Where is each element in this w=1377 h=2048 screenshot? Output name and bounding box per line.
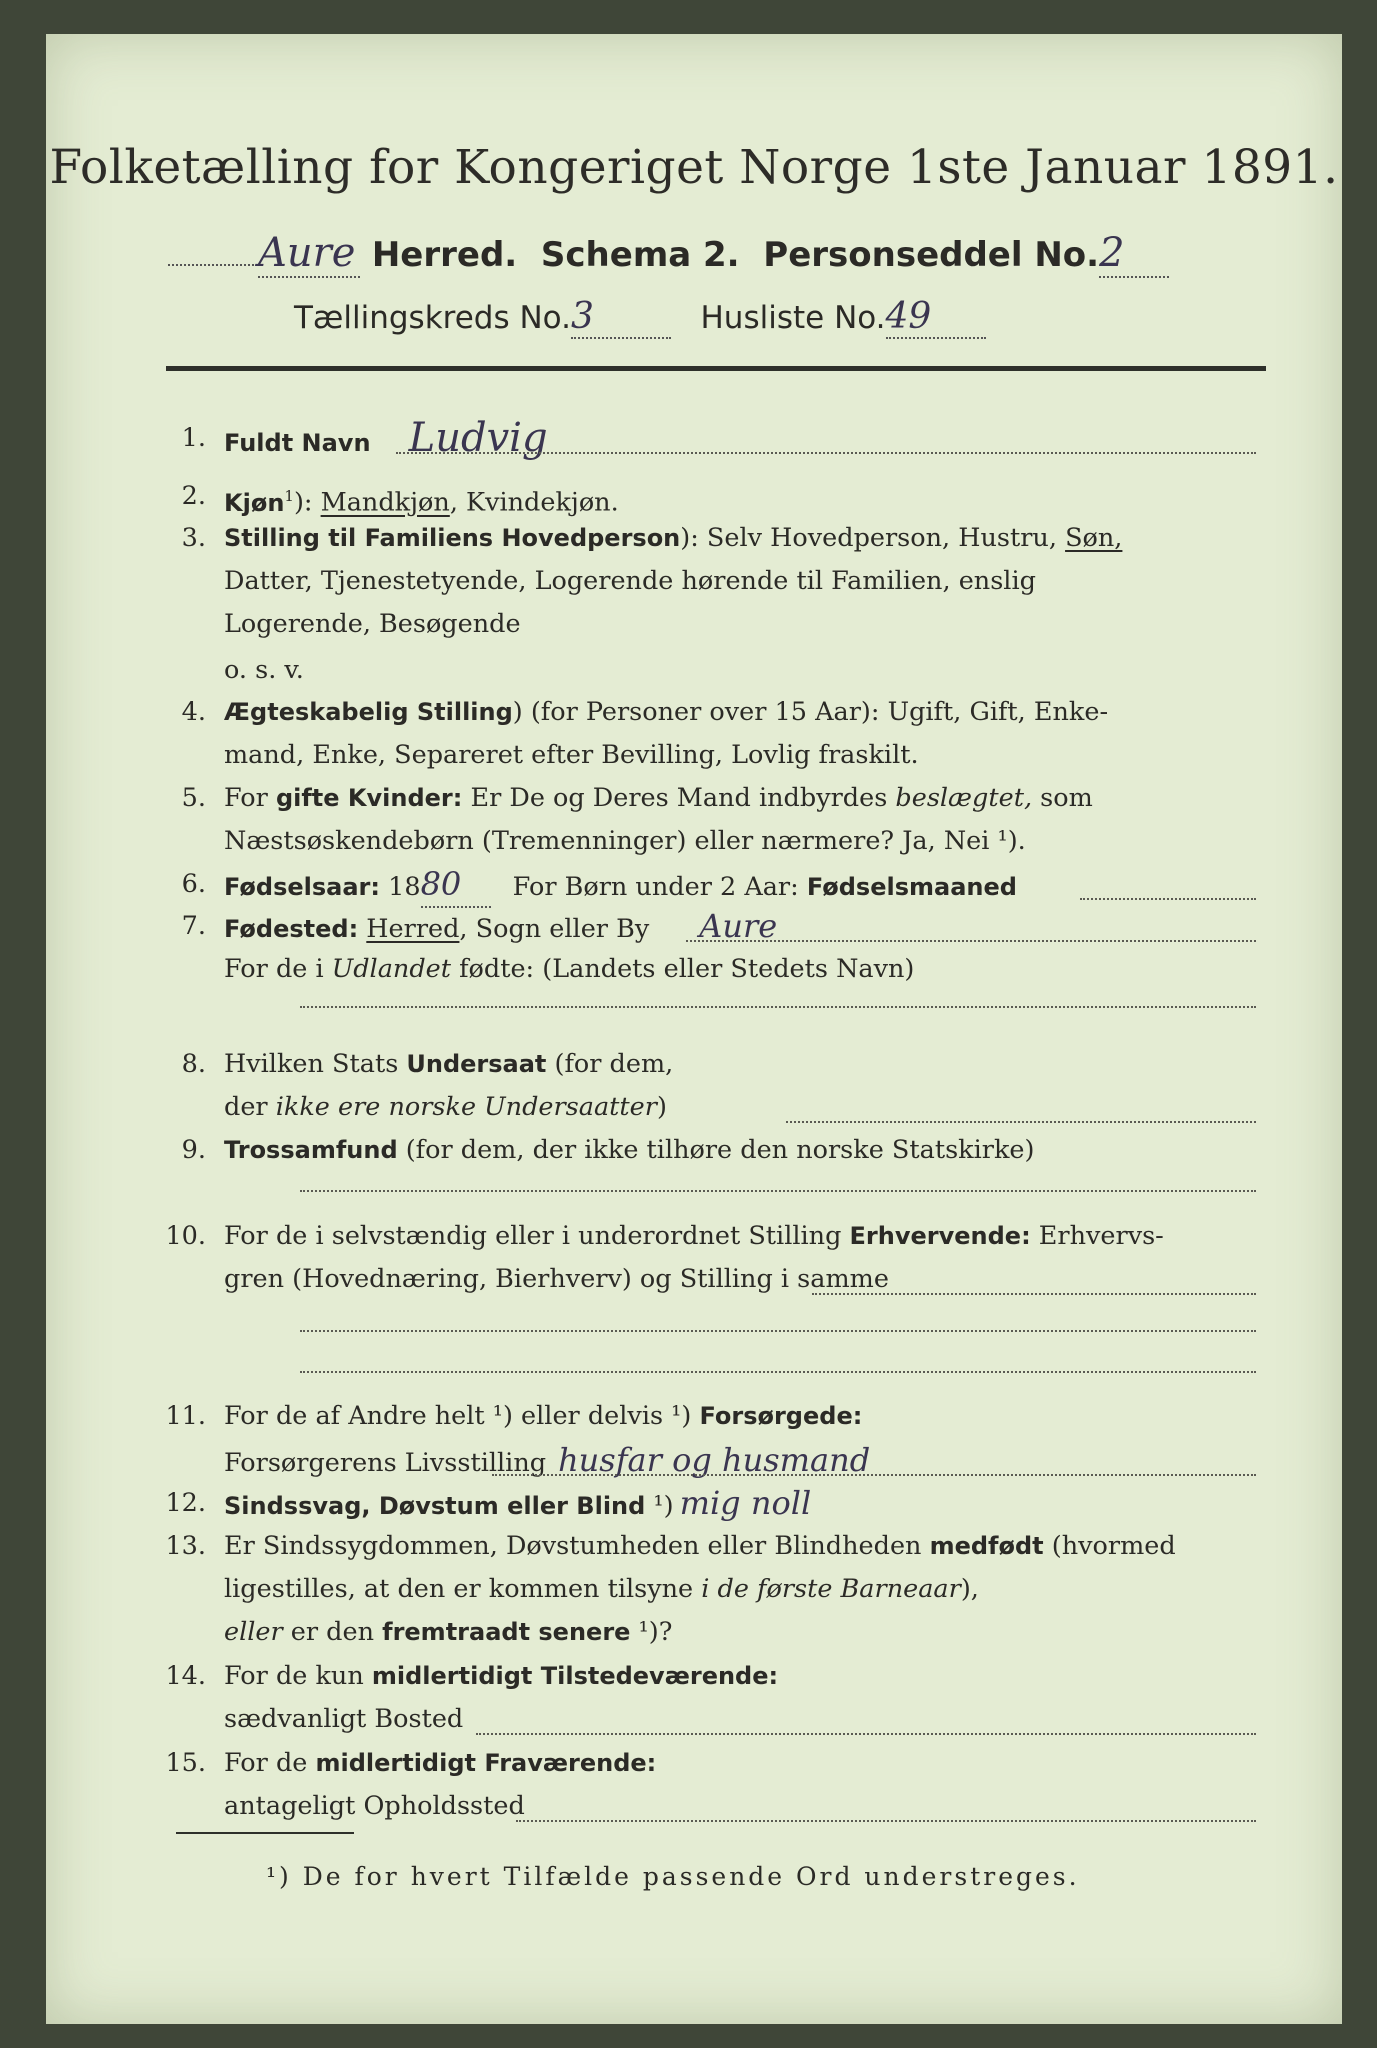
item-7-line2 <box>224 947 914 991</box>
item-13-line3 <box>224 1610 672 1654</box>
dotted-fill <box>300 1330 1256 1332</box>
item-4-line2: mand, Enke, Separeret efter Bevilling, Lovlig fraskilt. <box>224 740 919 770</box>
item-label: Forsørgede: <box>699 1402 863 1430</box>
header-herred-line <box>168 230 1260 280</box>
item-15-line2: antageligt Opholdssted <box>224 1791 525 1821</box>
item-number: 6. <box>181 869 206 899</box>
item-10 <box>156 1214 1164 1258</box>
item-text: eller <box>224 1617 283 1647</box>
item-number: 3. <box>181 523 206 553</box>
item-text: som <box>1032 783 1093 813</box>
item-number: 1. <box>181 423 206 453</box>
item-label: Stilling til Familiens Hovedperson <box>224 524 681 552</box>
item-5-line2: Næstsøskendebørn (Tremenninger) eller nærmere? Ja, Nei ¹). <box>224 826 1026 856</box>
dotted-fill <box>516 1820 1256 1822</box>
item-5 <box>156 776 1093 820</box>
item-text: Udlandet <box>331 954 451 984</box>
item-text: ) <box>656 1092 667 1122</box>
dotted-fill <box>812 1293 1256 1295</box>
birthplace-value: Aure <box>699 907 778 945</box>
item-7 <box>156 904 777 951</box>
item-text: For de i selvstændig eller i underordnet Stilling <box>224 1221 850 1251</box>
personseddel-label: Personseddel No. <box>763 235 1100 275</box>
name-value: Ludvig <box>408 415 548 461</box>
item-text: , Sogn eller By <box>459 914 650 944</box>
item-6 <box>156 862 1017 909</box>
item-text: ): <box>293 487 321 518</box>
item-text: For de i <box>224 954 332 984</box>
item-number: 10. <box>165 1221 206 1251</box>
item-label: Trossamfund <box>224 1136 398 1164</box>
option-mandkjon: Mandkjøn <box>320 487 450 518</box>
item-number: 2. <box>181 481 206 511</box>
dotted-fill <box>1080 898 1256 900</box>
item-text: fødte: (Landets eller Stedets Navn) <box>451 954 915 984</box>
footnote-mark: 1 <box>284 487 294 505</box>
item-text: Erhvervs- <box>1030 1221 1164 1251</box>
item-13 <box>156 1524 1176 1568</box>
item-text: ) (for Personer over 15 Aar): Ugift, Gift, Enke- <box>512 697 1109 727</box>
item-label: medfødt <box>929 1532 1044 1560</box>
tellingskreds-label: Tællingskreds No. <box>294 300 571 336</box>
item-text: Forsørgerens Livsstilling <box>224 1448 547 1478</box>
husliste-value: 49 <box>886 296 986 339</box>
item-3-line4: o. s. v. <box>224 655 304 685</box>
herred-value: Aure <box>258 230 360 278</box>
item-label: fremtraadt senere <box>382 1618 631 1646</box>
item-text: For <box>224 783 276 813</box>
item-label: gifte Kvinder: <box>275 784 463 812</box>
item-text: For Børn under 2 Aar: <box>512 872 807 902</box>
item-number: 5. <box>181 783 206 813</box>
dotted-fill <box>300 1371 1256 1373</box>
item-label: Erhvervende: <box>849 1222 1031 1250</box>
item-3 <box>156 516 1122 560</box>
husliste-label: Husliste No. <box>700 300 886 336</box>
item-text: er den <box>282 1617 383 1647</box>
item-text: ): Selv Hovedperson, Hustru, <box>680 523 1066 553</box>
item-label: Fødselsaar: <box>224 873 380 901</box>
dotted-fill <box>686 940 1256 942</box>
item-text: der <box>224 1092 276 1122</box>
item-text: ¹)? <box>630 1617 673 1647</box>
disability-value: mig noll <box>679 1484 812 1522</box>
item-number: 14. <box>165 1661 206 1691</box>
item-text: For de <box>224 1748 316 1778</box>
item-text: For de af Andre helt ¹) eller delvis ¹) <box>224 1401 700 1431</box>
item-label: Ægteskabelig Stilling <box>224 698 513 726</box>
item-text: For de kun <box>224 1661 372 1691</box>
item-number: 13. <box>165 1531 206 1561</box>
provider-occupation-value: husfar og husmand <box>558 1441 871 1479</box>
item-1 <box>156 416 548 465</box>
item-text: , Kvindekjøn. <box>449 487 619 518</box>
item-14 <box>156 1654 778 1698</box>
item-11-line2 <box>224 1438 870 1485</box>
dotted-fill <box>476 1733 1256 1735</box>
census-form <box>46 34 1342 2024</box>
tellingskreds-value: 3 <box>571 296 671 339</box>
item-3-line3: Logerende, Besøgende <box>224 609 521 639</box>
schema-label: Schema 2. <box>540 235 740 275</box>
item-text: ikke ere norske Undersaatter <box>275 1092 657 1122</box>
herred-label: Herred. <box>371 235 518 275</box>
header-kreds-line <box>294 296 1194 346</box>
item-8-line2 <box>224 1085 667 1129</box>
item-number: 8. <box>181 1049 206 1079</box>
birth-year-value: 80 <box>421 862 491 908</box>
dotted-fill <box>786 1121 1256 1123</box>
item-text: ), <box>960 1574 979 1604</box>
option-herred: Herred <box>366 914 460 944</box>
item-label: Kjøn <box>224 488 285 517</box>
item-text: beslægtet, <box>895 783 1033 813</box>
item-11 <box>156 1394 862 1438</box>
item-text: Er Sindssygdommen, Døvstumheden eller Blindheden <box>224 1531 930 1561</box>
dotted-fill <box>300 1190 1256 1192</box>
item-13-line2 <box>224 1567 979 1611</box>
item-label: midlertidigt Fraværende: <box>315 1749 657 1777</box>
personseddel-value: 2 <box>1099 230 1169 278</box>
item-label: Fuldt Navn <box>224 429 371 457</box>
form-title: Folketælling for Kongeriget Norge 1ste Januar 1891. <box>49 140 1339 195</box>
item-10-line2: gren (Hovednæring, Bierhverv) og Stilling i samme <box>224 1264 889 1294</box>
item-text: ¹) <box>645 1491 674 1521</box>
header-rule <box>166 366 1266 371</box>
item-label: Fødested: <box>224 915 359 943</box>
item-15 <box>156 1741 656 1785</box>
item-14-line2: sædvanligt Bosted <box>224 1704 464 1734</box>
item-8 <box>156 1042 673 1086</box>
item-text: (hvormed <box>1043 1531 1176 1561</box>
dotted-fill <box>396 452 1256 454</box>
item-12 <box>156 1481 811 1528</box>
item-number: 7. <box>181 911 206 941</box>
item-9 <box>156 1128 1034 1172</box>
item-label: midlertidigt Tilstedeværende: <box>371 1662 779 1690</box>
item-3-line2: Datter, Tjenestetyende, Logerende hørende til Familien, enslig <box>224 566 1036 596</box>
item-text: i de første Barneaar <box>701 1574 961 1604</box>
dotted-fill <box>300 1006 1256 1008</box>
item-label: Fødselsmaaned <box>806 873 1017 901</box>
item-text: 18 <box>380 872 421 902</box>
item-number: 12. <box>165 1488 206 1518</box>
item-text: Hvilken Stats <box>224 1049 407 1079</box>
item-number: 9. <box>181 1135 206 1165</box>
footnote-rule <box>176 1832 354 1834</box>
item-text: (for dem, der ikke tilhøre den norske Statskirke) <box>397 1135 1035 1165</box>
item-number: 15. <box>165 1748 206 1778</box>
item-number: 11. <box>165 1401 206 1431</box>
item-text: Er De og Deres Mand indbyrdes <box>462 783 896 813</box>
dotted-fill <box>168 264 258 266</box>
item-number: 4. <box>181 697 206 727</box>
footnote: ¹) De for hvert Tilfælde passende Ord understreges. <box>266 1862 1080 1891</box>
item-label: Sindssvag, Døvstum eller Blind <box>224 1492 646 1520</box>
item-text: (for dem, <box>546 1049 674 1079</box>
item-text: ligestilles, at den er kommen tilsyne <box>224 1574 702 1604</box>
item-4 <box>156 690 1108 734</box>
item-label: Undersaat <box>406 1050 547 1078</box>
dotted-fill <box>492 1474 1256 1476</box>
option-son: Søn, <box>1065 523 1123 553</box>
